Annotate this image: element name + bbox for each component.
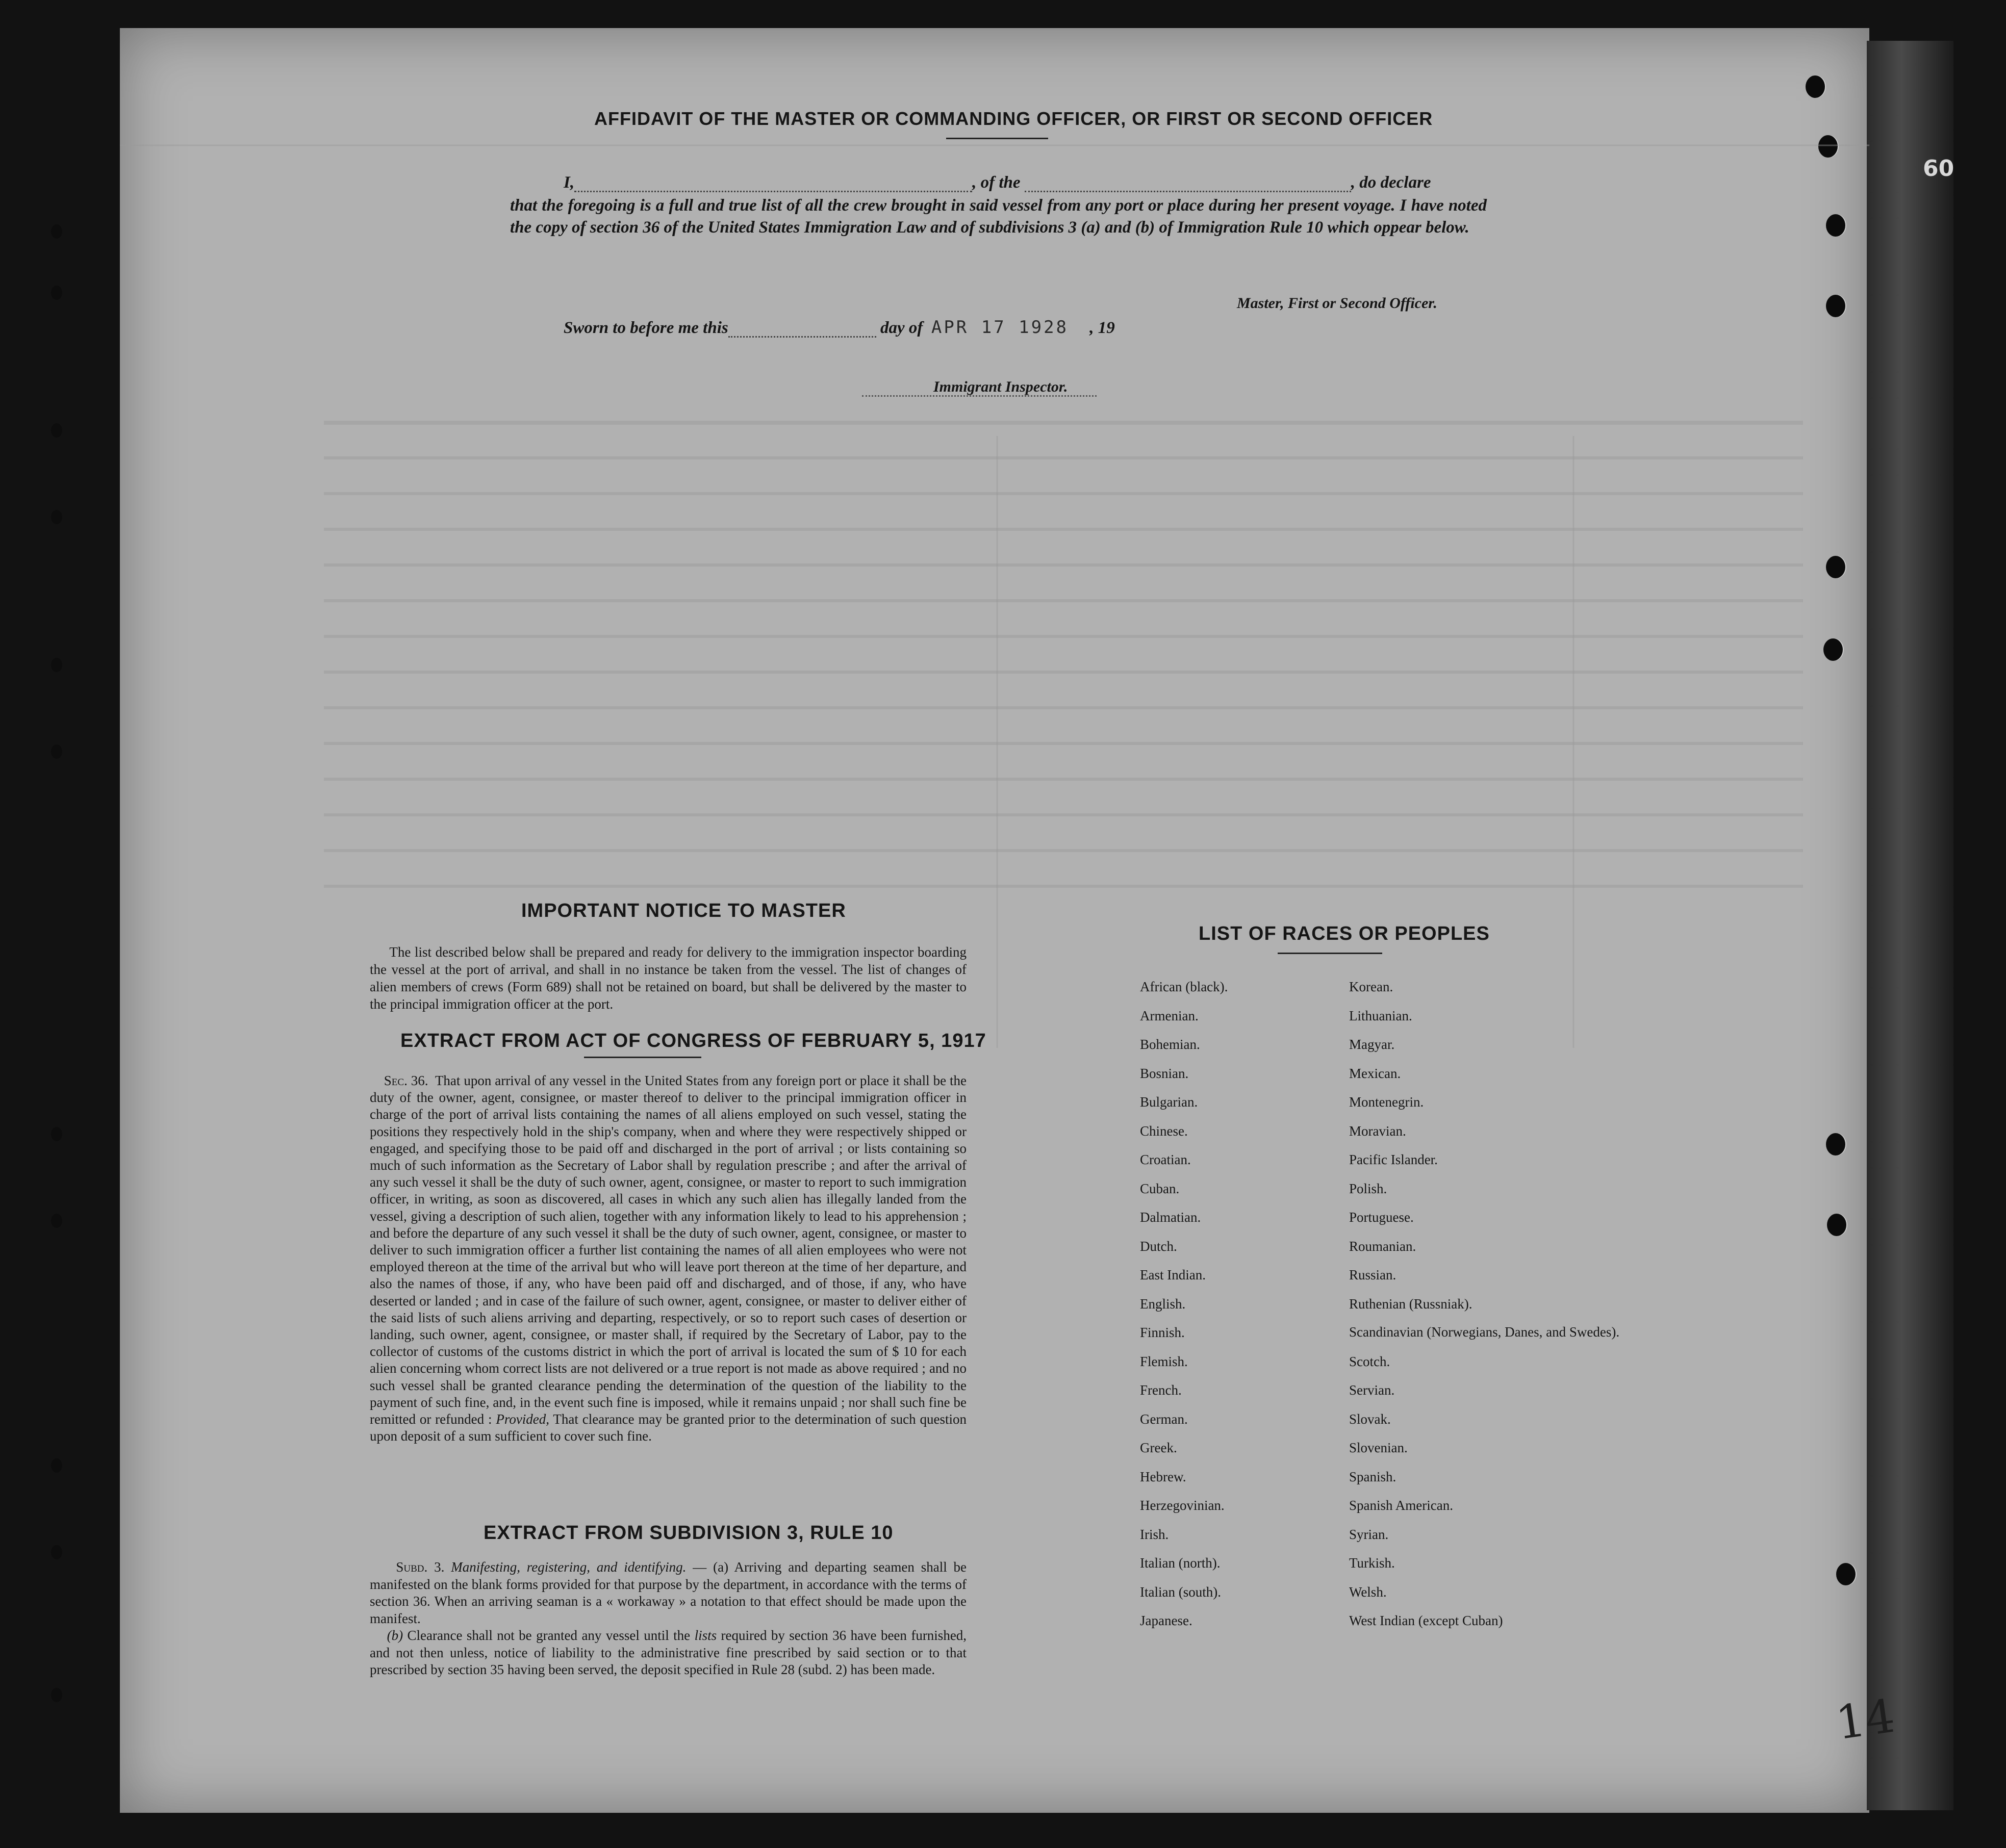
race-item: Moravian. — [1349, 1123, 1406, 1139]
binder-hole-icon — [51, 745, 62, 759]
subd-heading: Manifesting, registering, and identifying. — [451, 1559, 687, 1575]
race-item: Spanish. — [1349, 1469, 1396, 1484]
race-item: Polish. — [1349, 1180, 1387, 1196]
race-item: Italian (north). — [1140, 1555, 1221, 1571]
race-item: Lithuanian. — [1349, 1008, 1412, 1023]
race-item: Roumanian. — [1349, 1238, 1416, 1254]
races-title-underline — [1278, 953, 1382, 954]
day-blank — [728, 336, 876, 338]
sworn-label: Sworn to before me this — [564, 319, 728, 337]
part-b-marker: (b) — [387, 1628, 403, 1643]
notice-body: The list described below shall be prepared and ready for delivery to the immigration inspector boarding the vessel at the port of arrival, and shall in no instance be taken from the vessel. The list of changes of alien members of crews (Form 689) shall not be retained on board, but shall be delivered by the master to the principal immigration officer at the port. — [370, 944, 967, 1012]
act-title-underline — [584, 1057, 701, 1058]
race-item: Bulgarian. — [1140, 1094, 1198, 1110]
master-signature-label: Master, First or Second Officer. — [1237, 295, 1437, 312]
race-item: African (black). — [1140, 979, 1228, 994]
race-item: Armenian. — [1140, 1008, 1199, 1023]
part-b-lists: lists — [694, 1628, 717, 1643]
provided-label: Provided, — [496, 1411, 550, 1427]
affidavit-of-the: , of the — [972, 173, 1021, 192]
act-title: EXTRACT FROM ACT OF CONGRESS OF FEBRUARY 5, 1917 — [400, 1030, 986, 1051]
race-item: English. — [1140, 1296, 1186, 1312]
race-item: Dutch. — [1140, 1238, 1177, 1254]
races-left-column — [1140, 979, 1228, 1642]
binder-hole-icon — [51, 1214, 62, 1228]
day-of-label: day of — [880, 319, 923, 337]
race-item: Hebrew. — [1140, 1469, 1186, 1484]
binder-hole-icon — [51, 1127, 62, 1141]
affidavit-declare: , do declare — [1351, 173, 1431, 192]
race-item: Finnish. — [1140, 1325, 1185, 1340]
race-item: Italian (south). — [1140, 1584, 1221, 1600]
race-item: French. — [1140, 1382, 1182, 1398]
race-item: Scotch. — [1349, 1353, 1390, 1369]
race-item: Scandinavian (Norwegians, Danes, and Swedes). — [1349, 1324, 1620, 1340]
binder-hole-icon — [51, 1688, 62, 1702]
race-item: Korean. — [1349, 979, 1393, 994]
part-b-text-2: required by section 36 have been furnished, and not then unless, notice of liability to the administrative fine prescribed by said section or to that prescribed by section 35 having been served, the deposit specified in Rule 28 (subd. 2) has been made. — [370, 1628, 967, 1677]
affidavit-body: that the foregoing is a full and true list of all the crew brought in said vessel from any port or place during her present voyage. I have noted the copy of section 36 of the United States Immigration Law and of subdivisions 3 (a) and (b) of Immigration Rule 10 which oppear below. — [510, 196, 1487, 237]
affidavit-title: AFFIDAVIT OF THE MASTER OR COMMANDING OFFICER, OR FIRST OR SECOND OFFICER — [594, 108, 1433, 129]
race-item: Greek. — [1140, 1440, 1177, 1455]
section-36-text — [370, 1072, 967, 1445]
part-a-text: Arriving and departing seamen shall be manifested on the blank forms provided for that purpose by the department, in accordance with the terms of section 36. When an arriving seaman is a « workaway » a notation to that effect should be made upon the manifest. — [370, 1559, 967, 1626]
subdivision-text — [370, 1559, 967, 1679]
races-right-column — [1349, 979, 1619, 1642]
race-item: Irish. — [1140, 1526, 1169, 1542]
binder-hole-icon — [51, 510, 62, 524]
race-item: Mexican. — [1349, 1065, 1401, 1081]
year-prefix: , 19 — [1089, 319, 1115, 337]
race-item: Croatian. — [1140, 1152, 1191, 1167]
race-item: German. — [1140, 1411, 1188, 1427]
race-item: Bohemian. — [1140, 1037, 1200, 1052]
inspector-label: Immigrant Inspector. — [933, 378, 1068, 395]
race-item: Portuguese. — [1349, 1210, 1414, 1225]
race-item: Dalmatian. — [1140, 1210, 1201, 1225]
part-b-text-1: Clearance shall not be granted any vessel until the — [407, 1628, 691, 1643]
sec-label: Sec. 36. — [384, 1073, 428, 1088]
pencil-page-number: 14 — [1833, 1689, 1898, 1751]
sec-36-end: That clearance may be granted prior to the determination of such question upon deposit of a sum sufficient to cover such fine. — [370, 1411, 967, 1444]
title-underline — [946, 138, 1048, 139]
race-item: Servian. — [1349, 1382, 1395, 1398]
race-item: Slovenian. — [1349, 1440, 1408, 1455]
binder-hole-icon — [51, 1545, 62, 1559]
binder-hole-icon — [51, 423, 62, 438]
stamped-date: APR 17 1928 — [931, 317, 1069, 338]
race-item: Herzegovinian. — [1140, 1498, 1225, 1513]
race-item: Pacific Islander. — [1349, 1152, 1438, 1167]
name-blank — [574, 191, 972, 192]
race-item: Spanish American. — [1349, 1498, 1453, 1513]
race-item: Japanese. — [1140, 1613, 1192, 1628]
vessel-blank — [1025, 191, 1351, 192]
race-item: Bosnian. — [1140, 1065, 1189, 1081]
race-item: Turkish. — [1349, 1555, 1395, 1571]
race-item: Ruthenian (Russniak). — [1349, 1296, 1472, 1312]
affidavit-i: I, — [564, 173, 575, 192]
binder-hole-icon — [51, 658, 62, 672]
race-item: Chinese. — [1140, 1123, 1188, 1139]
underlying-page-edge — [1867, 41, 1953, 1810]
race-item: Welsh. — [1349, 1584, 1387, 1600]
sec-36-body: That upon arrival of any vessel in the United States from any foreign port or place it shall be the duty of the owner, agent, consignee, or master thereof to deliver to the principal immigration officer in charge of the port of arrival lists containing the names of all aliens employed on such vessel, stating the positions they respectively hold in the ship's company, when and where they were respectively shipped or engaged, and specifying those to be paid off and discharged in the port of arrival ; or lists containing so much of such information as the Secretary of Labor shall by regulation prescribe ; and after the arrival of any such vessel it shall be the duty of such owner, agent, consignee, or master to report to such immigration officer, in writing, as soon as discovered, all cases in which any such alien has illegally landed from the vessel, giving a description of such alien, together with any information likely to lead to his apprehension ; and before the departure of any such vessel it shall be the duty of such owner, agent, consignee, or master to deliver to such immigration officer a further list containing the names of all alien employees who were not employed thereon at the time of the arrival but who will leave port thereon at the time of her departure, and also the names of those, if any, who have been paid off and discharged, and of those, if any, who have deserted or landed ; and in case of the failure of such owner, agent, consignee, or master to deliver either of the said lists of such aliens arriving and departing, respectively, or so to report such cases of desertion or landing, such owner, agent, consignee, or master shall, if required by the Secretary of Labor, pay to the collector of customs of the customs district in which the port of arrival is located the sum of $ 10 for each alien concerning whom correct lists are not delivered or a true report is not made as above required ; and no such vessel shall be granted clearance pending the determination of the question of the liability to the payment of such fine, and, in the event such fine is imposed, while it remains unpaid ; nor shall such fine be remitted or refunded : — [370, 1073, 967, 1427]
notice-text — [370, 943, 967, 1013]
part-a-marker: — (a) — [693, 1559, 729, 1575]
race-item: Slovak. — [1349, 1411, 1391, 1427]
race-item: Flemish. — [1140, 1353, 1188, 1369]
race-item: Montenegrin. — [1349, 1094, 1424, 1110]
race-item: Cuban. — [1140, 1180, 1180, 1196]
races-title: LIST OF RACES OR PEOPLES — [1199, 923, 1490, 944]
subdivision-title: EXTRACT FROM SUBDIVISION 3, RULE 10 — [484, 1522, 894, 1544]
race-item: Russian. — [1349, 1267, 1396, 1282]
race-item: West Indian (except Cuban) — [1349, 1613, 1503, 1628]
binder-hole-icon — [51, 286, 62, 300]
race-item: East Indian. — [1140, 1267, 1206, 1282]
binder-hole-icon — [51, 224, 62, 239]
sworn-line — [564, 317, 1115, 338]
underlying-page-number: 60 — [1923, 156, 1954, 182]
race-item: Magyar. — [1349, 1037, 1395, 1052]
race-item: Syrian. — [1349, 1526, 1389, 1542]
subd-label: Subd. 3. — [396, 1559, 445, 1575]
notice-title: IMPORTANT NOTICE TO MASTER — [521, 900, 846, 921]
binder-hole-icon — [51, 1458, 62, 1473]
affidavit-declaration-line — [564, 173, 1431, 192]
